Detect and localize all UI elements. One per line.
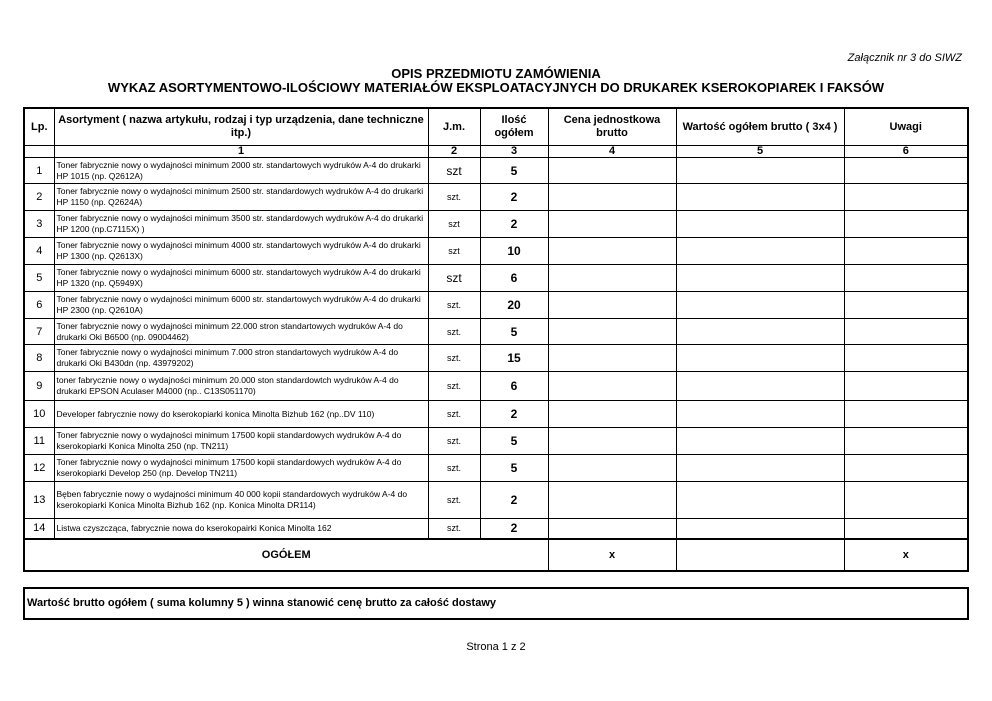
- row-quantity: 2: [480, 401, 548, 428]
- header-jm: J.m.: [428, 108, 480, 146]
- row-lp: 10: [24, 401, 54, 428]
- row-description: Toner fabrycznie nowy o wydajności minimum 17500 kopii standardowych wydruków A-4 do kserokopiarki Develop 250 (np. Develop TN211): [54, 455, 428, 482]
- row-unit: szt.: [428, 519, 480, 539]
- row-unit-price-cell: [548, 519, 676, 539]
- row-unit: szt.: [428, 345, 480, 372]
- row-lp: 3: [24, 211, 54, 238]
- column-number: 5: [676, 146, 844, 158]
- row-description: Toner fabrycznie nowy o wydajności minimum 17500 kopii standardowych wydruków A-4 do kserokopiarki Konica Minolta 250 (np. TN211): [54, 428, 428, 455]
- column-number: 4: [548, 146, 676, 158]
- row-quantity: 5: [480, 319, 548, 345]
- header-ilosc: Ilość ogółem: [480, 108, 548, 146]
- row-unit: szt.: [428, 455, 480, 482]
- row-description: Toner fabrycznie nowy o wydajności minimum 6000 str. standartowych wydruków A-4 do drukarki HP 1320 (np. Q5949X): [54, 265, 428, 292]
- row-quantity: 20: [480, 292, 548, 319]
- column-numbers-row: [24, 146, 968, 158]
- row-remarks-cell: [844, 401, 968, 428]
- row-unit-price-cell: [548, 428, 676, 455]
- table-header-row: [24, 108, 968, 146]
- row-quantity: 5: [480, 428, 548, 455]
- table-row: [24, 238, 968, 265]
- row-description: Toner fabrycznie nowy o wydajności minimum 6000 str. standartowych wydruków A-4 do drukarki HP 2300 (np. Q2610A): [54, 292, 428, 319]
- row-unit: szt.: [428, 428, 480, 455]
- row-total-value-cell: [676, 158, 844, 184]
- document-title: OPIS PRZEDMIOTU ZAMÓWIENIA: [391, 66, 601, 81]
- table-row: [24, 372, 968, 401]
- row-remarks-cell: [844, 319, 968, 345]
- row-lp: 1: [24, 158, 54, 184]
- row-remarks-cell: [844, 428, 968, 455]
- row-total-value-cell: [676, 184, 844, 211]
- row-quantity: 5: [480, 455, 548, 482]
- row-remarks-cell: [844, 292, 968, 319]
- row-quantity: 2: [480, 211, 548, 238]
- row-quantity: 15: [480, 345, 548, 372]
- page-footer: Strona 1 z 2: [466, 641, 526, 653]
- row-description: Toner fabrycznie nowy o wydajności minimum 4000 str. standartowych wydruków A-4 do drukarki HP 1300 (np. Q2613X): [54, 238, 428, 265]
- table-row: [24, 482, 968, 519]
- row-quantity: 5: [480, 158, 548, 184]
- row-unit: szt.: [428, 482, 480, 519]
- row-total-value-cell: [676, 265, 844, 292]
- attachment-label: Załącznik nr 3 do SIWZ: [847, 52, 962, 64]
- row-description: Developer fabrycznie nowy do kserokopiarki konica Minolta Bizhub 162 (np..DV 110): [54, 401, 428, 428]
- row-lp: 6: [24, 292, 54, 319]
- row-remarks-cell: [844, 372, 968, 401]
- row-remarks-cell: [844, 211, 968, 238]
- total-wartosc-cell: [676, 539, 844, 571]
- row-total-value-cell: [676, 482, 844, 519]
- row-unit-price-cell: [548, 158, 676, 184]
- row-lp: 5: [24, 265, 54, 292]
- total-label: OGÓŁEM: [24, 539, 548, 571]
- row-unit-price-cell: [548, 401, 676, 428]
- table-row: [24, 455, 968, 482]
- header-lp: Lp.: [24, 108, 54, 146]
- row-total-value-cell: [676, 292, 844, 319]
- table-row: [24, 158, 968, 184]
- table-row: [24, 319, 968, 345]
- total-row: [24, 539, 968, 571]
- row-total-value-cell: [676, 345, 844, 372]
- row-remarks-cell: [844, 158, 968, 184]
- row-lp: 9: [24, 372, 54, 401]
- column-number-blank: [24, 146, 54, 158]
- row-description: toner fabrycznie nowy o wydajności minimum 20.000 ston standardowtch wydruków A-4 do drukarki EPSON Aculaser M4000 (np.. C13S051170): [54, 372, 428, 401]
- row-unit-price-cell: [548, 265, 676, 292]
- table-row: [24, 345, 968, 372]
- row-unit: szt.: [428, 184, 480, 211]
- row-lp: 14: [24, 519, 54, 539]
- row-unit: szt.: [428, 292, 480, 319]
- header-asortyment: Asortyment ( nazwa artykułu, rodzaj i typ urządzenia, dane techniczne itp.): [54, 108, 428, 146]
- row-quantity: 6: [480, 372, 548, 401]
- row-remarks-cell: [844, 345, 968, 372]
- row-lp: 7: [24, 319, 54, 345]
- row-remarks-cell: [844, 238, 968, 265]
- header-cena: Cena jednostkowa brutto: [548, 108, 676, 146]
- row-lp: 4: [24, 238, 54, 265]
- column-number: 6: [844, 146, 968, 158]
- row-unit-price-cell: [548, 211, 676, 238]
- row-quantity: 10: [480, 238, 548, 265]
- row-unit-price-cell: [548, 455, 676, 482]
- row-lp: 2: [24, 184, 54, 211]
- total-cena-x: x: [548, 539, 676, 571]
- row-quantity: 2: [480, 519, 548, 539]
- row-remarks-cell: [844, 265, 968, 292]
- row-lp: 12: [24, 455, 54, 482]
- row-unit-price-cell: [548, 238, 676, 265]
- row-quantity: 2: [480, 482, 548, 519]
- row-remarks-cell: [844, 482, 968, 519]
- row-total-value-cell: [676, 455, 844, 482]
- table-row: [24, 292, 968, 319]
- row-unit-price-cell: [548, 372, 676, 401]
- summary-note: Wartość brutto ogółem ( suma kolumny 5 ) winna stanowić cenę brutto za całość dostawy: [23, 587, 969, 620]
- row-total-value-cell: [676, 319, 844, 345]
- table-row: [24, 401, 968, 428]
- row-description: Toner fabrycznie nowy o wydajności minimum 2000 str. standartowych wydruków A-4 do drukarki HP 1015 (np. Q2612A): [54, 158, 428, 184]
- row-total-value-cell: [676, 372, 844, 401]
- table-row: [24, 519, 968, 539]
- row-unit-price-cell: [548, 292, 676, 319]
- row-total-value-cell: [676, 401, 844, 428]
- materials-table: [23, 107, 969, 572]
- row-unit-price-cell: [548, 319, 676, 345]
- row-total-value-cell: [676, 238, 844, 265]
- table-body: [24, 158, 968, 539]
- row-unit: szt.: [428, 319, 480, 345]
- row-remarks-cell: [844, 455, 968, 482]
- row-total-value-cell: [676, 519, 844, 539]
- row-lp: 8: [24, 345, 54, 372]
- row-description: Toner fabrycznie nowy o wydajności minimum 7.000 stron standartowych wydruków A-4 do drukarki Oki B430dn (np. 43979202): [54, 345, 428, 372]
- row-unit-price-cell: [548, 184, 676, 211]
- header-wartosc: Wartość ogółem brutto ( 3x4 ): [676, 108, 844, 146]
- row-unit: szt.: [428, 401, 480, 428]
- row-lp: 13: [24, 482, 54, 519]
- row-description: Toner fabrycznie nowy o wydajności minimum 22.000 stron standartowych wydruków A-4 do drukarki Oki B6500 (np. 09004462): [54, 319, 428, 345]
- table-row: [24, 265, 968, 292]
- row-total-value-cell: [676, 211, 844, 238]
- row-lp: 11: [24, 428, 54, 455]
- document-subtitle: WYKAZ ASORTYMENTOWO-ILOŚCIOWY MATERIAŁÓW EKSPLOATACYJNYCH DO DRUKAREK KSEROKOPIAREK I FAKSÓW: [107, 80, 885, 95]
- row-total-value-cell: [676, 428, 844, 455]
- row-unit: szt.: [428, 372, 480, 401]
- column-number: 3: [480, 146, 548, 158]
- row-remarks-cell: [844, 519, 968, 539]
- table-row: [24, 211, 968, 238]
- row-unit: szt: [428, 211, 480, 238]
- header-uwagi: Uwagi: [844, 108, 968, 146]
- column-number: 2: [428, 146, 480, 158]
- row-description: Toner fabrycznie nowy o wydajności minimum 2500 str. standardowych wydruków A-4 do drukarki HP 1150 (np. Q2624A): [54, 184, 428, 211]
- row-unit: szt: [428, 158, 480, 184]
- row-quantity: 6: [480, 265, 548, 292]
- row-remarks-cell: [844, 184, 968, 211]
- row-description: Toner fabrycznie nowy o wydajności minimum 3500 str. standardowych wydruków A-4 do drukarki HP 1200 (np.C7115X) ): [54, 211, 428, 238]
- row-unit: szt: [428, 265, 480, 292]
- row-description: Listwa czyszcząca, fabrycznie nowa do kserokopairki Konica Minolta 162: [54, 519, 428, 539]
- total-uwagi-x: x: [844, 539, 968, 571]
- row-unit-price-cell: [548, 482, 676, 519]
- row-quantity: 2: [480, 184, 548, 211]
- table-row: [24, 428, 968, 455]
- row-description: Bęben fabrycznie nowy o wydajności minimum 40 000 kopii standardowych wydruków A-4 do kserokopiarki Konica Minolta Bizhub 162 (np. Konica Minolta DR114): [54, 482, 428, 519]
- row-unit-price-cell: [548, 345, 676, 372]
- table-row: [24, 184, 968, 211]
- row-unit: szt: [428, 238, 480, 265]
- column-number: 1: [54, 146, 428, 158]
